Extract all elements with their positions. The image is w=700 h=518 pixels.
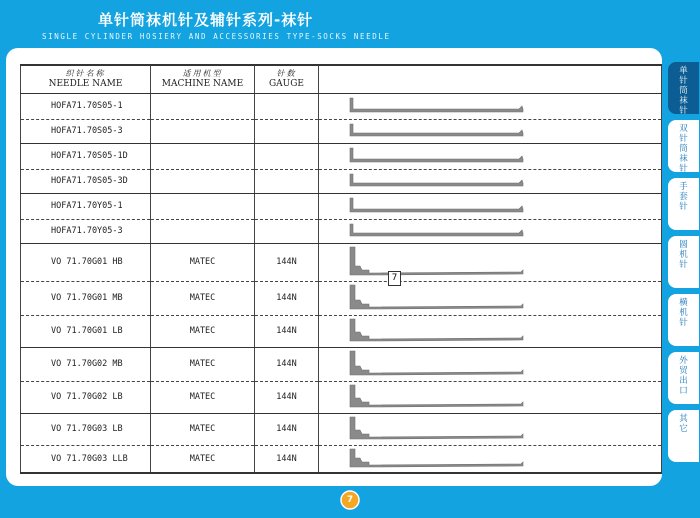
needle-name-cell: HOFA71.70Y05-1 <box>21 193 151 219</box>
header-gauge <box>255 65 319 93</box>
side-tab-4[interactable] <box>668 236 699 288</box>
table-row <box>21 347 662 381</box>
side-tab-label: 横机针 <box>679 298 688 328</box>
gauge-cell: 144N <box>255 315 319 347</box>
needle-drawing-icon <box>349 245 524 279</box>
side-tab-6[interactable] <box>668 352 699 404</box>
machine-name-cell: MATEC <box>151 347 255 381</box>
machine-name-cell: MATEC <box>151 281 255 315</box>
needle-name-cell: VO 71.70G03 LLB <box>21 445 151 473</box>
needle-name-cell: VO 71.70G01 HB <box>21 243 151 281</box>
needle-drawing-icon <box>349 145 524 167</box>
table-row <box>21 445 662 473</box>
needle-name-cell: HOFA71.70S05-1D <box>21 143 151 169</box>
pin-label: 7 <box>388 271 401 286</box>
needle-image-cell <box>319 143 662 169</box>
gauge-cell: 144N <box>255 413 319 445</box>
gauge-cell <box>255 143 319 169</box>
machine-name-cell <box>151 143 255 169</box>
table-row <box>21 315 662 347</box>
side-tab-label: 单针筒袜针 <box>679 66 688 116</box>
needle-drawing-icon <box>349 283 524 313</box>
page-title-en: SINGLE CYLINDER HOSIERY AND ACCESSORIES TYPE-SOCKS NEEDLE <box>42 32 391 41</box>
needle-drawing-icon <box>349 95 524 117</box>
needle-name-cell: HOFA71.70S05-1 <box>21 93 151 119</box>
needle-name-cell: HOFA71.70S05-3 <box>21 119 151 143</box>
needle-image-cell <box>319 243 662 281</box>
needle-drawing-icon <box>349 171 524 191</box>
needle-shape <box>350 98 523 112</box>
needle-image-cell <box>319 93 662 119</box>
table-row <box>21 381 662 413</box>
machine-name-cell: MATEC <box>151 381 255 413</box>
header-needle-name <box>21 65 151 93</box>
side-tab-label: 其它 <box>679 414 688 434</box>
header-gauge-en: GAUGE <box>268 79 305 90</box>
needle-shape <box>350 319 523 341</box>
machine-name-cell: MATEC <box>151 315 255 347</box>
table-row <box>21 193 662 219</box>
gauge-cell <box>255 93 319 119</box>
machine-name-cell <box>151 219 255 243</box>
needle-shape <box>350 247 523 275</box>
needle-shape <box>350 417 523 439</box>
needle-image-cell <box>319 445 662 473</box>
needle-drawing-icon <box>349 221 524 241</box>
table-row <box>21 243 662 281</box>
needle-image-cell <box>319 347 662 381</box>
machine-name-cell <box>151 169 255 193</box>
needle-shape <box>350 174 523 186</box>
machine-name-cell: MATEC <box>151 445 255 473</box>
machine-name-cell <box>151 193 255 219</box>
needle-image-cell <box>319 281 662 315</box>
needle-shape <box>350 124 523 136</box>
needle-shape <box>350 148 523 162</box>
needle-name-cell: HOFA71.70S05-3D <box>21 169 151 193</box>
machine-name-cell: MATEC <box>151 413 255 445</box>
needle-shape <box>350 385 523 407</box>
side-tab-2[interactable] <box>668 120 699 172</box>
gauge-cell: 144N <box>255 347 319 381</box>
header-machine-name <box>151 65 255 93</box>
needle-image-cell <box>319 219 662 243</box>
side-tab-1[interactable] <box>668 62 699 114</box>
needle-image-cell <box>319 315 662 347</box>
header-machine-name-en: MACHINE NAME <box>161 79 244 90</box>
needle-drawing-icon <box>349 415 524 443</box>
needle-name-cell: HOFA71.70Y05-3 <box>21 219 151 243</box>
gauge-cell: 144N <box>255 381 319 413</box>
needle-name-cell: VO 71.70G02 LB <box>21 381 151 413</box>
needle-name-cell: VO 71.70G02 MB <box>21 347 151 381</box>
table-row <box>21 119 662 143</box>
page-title-cn: 单针筒袜机针及辅针系列-袜针 <box>98 11 314 29</box>
header-machine-name-cn: 适用机型 <box>182 69 223 79</box>
needle-table <box>20 64 662 474</box>
gauge-cell: 144N <box>255 445 319 473</box>
table-row <box>21 169 662 193</box>
page-header <box>0 0 700 48</box>
header-image <box>319 65 662 93</box>
gauge-cell <box>255 219 319 243</box>
needle-shape <box>350 285 523 309</box>
needle-shape <box>350 224 523 236</box>
needle-drawing-icon <box>349 121 524 141</box>
needle-name-cell: VO 71.70G01 MB <box>21 281 151 315</box>
table-row <box>21 143 662 169</box>
header-needle-name-en: NEEDLE NAME <box>48 79 123 90</box>
needle-drawing-icon <box>349 447 524 471</box>
table-row <box>21 413 662 445</box>
needle-shape <box>350 198 523 212</box>
needle-drawing-icon <box>349 317 524 345</box>
table-row <box>21 281 662 315</box>
header-needle-name-cn: 织针名称 <box>65 69 106 79</box>
needle-image-cell <box>319 193 662 219</box>
side-tab-7[interactable] <box>668 410 699 462</box>
gauge-cell <box>255 119 319 143</box>
machine-name-cell <box>151 119 255 143</box>
needle-shape <box>350 351 523 375</box>
side-tab-label: 外贸出口 <box>679 356 688 396</box>
table-row <box>21 219 662 243</box>
side-tab-5[interactable] <box>668 294 699 346</box>
needle-name-cell: VO 71.70G03 LB <box>21 413 151 445</box>
table-header-row <box>21 65 662 93</box>
gauge-cell <box>255 169 319 193</box>
needle-name-cell: VO 71.70G01 LB <box>21 315 151 347</box>
header-gauge-cn: 针数 <box>276 69 297 79</box>
needle-drawing-icon <box>349 195 524 217</box>
needle-drawing-icon <box>349 349 524 379</box>
side-tab-label: 圆机针 <box>679 240 688 270</box>
gauge-cell: 144N <box>255 243 319 281</box>
page-number: 7 <box>346 495 354 505</box>
machine-name-cell <box>151 93 255 119</box>
needle-image-cell <box>319 381 662 413</box>
needle-drawing-icon <box>349 383 524 411</box>
side-tab-label: 手套针 <box>679 182 688 212</box>
machine-name-cell: MATEC <box>151 243 255 281</box>
side-tab-3[interactable] <box>668 178 699 230</box>
gauge-cell: 144N <box>255 281 319 315</box>
page-number-badge <box>340 490 360 510</box>
needle-image-cell <box>319 169 662 193</box>
table-row <box>21 93 662 119</box>
side-tab-label: 双针筒袜针 <box>679 124 688 174</box>
needle-image-cell <box>319 119 662 143</box>
needle-image-cell <box>319 413 662 445</box>
needle-shape <box>350 449 523 467</box>
gauge-cell <box>255 193 319 219</box>
